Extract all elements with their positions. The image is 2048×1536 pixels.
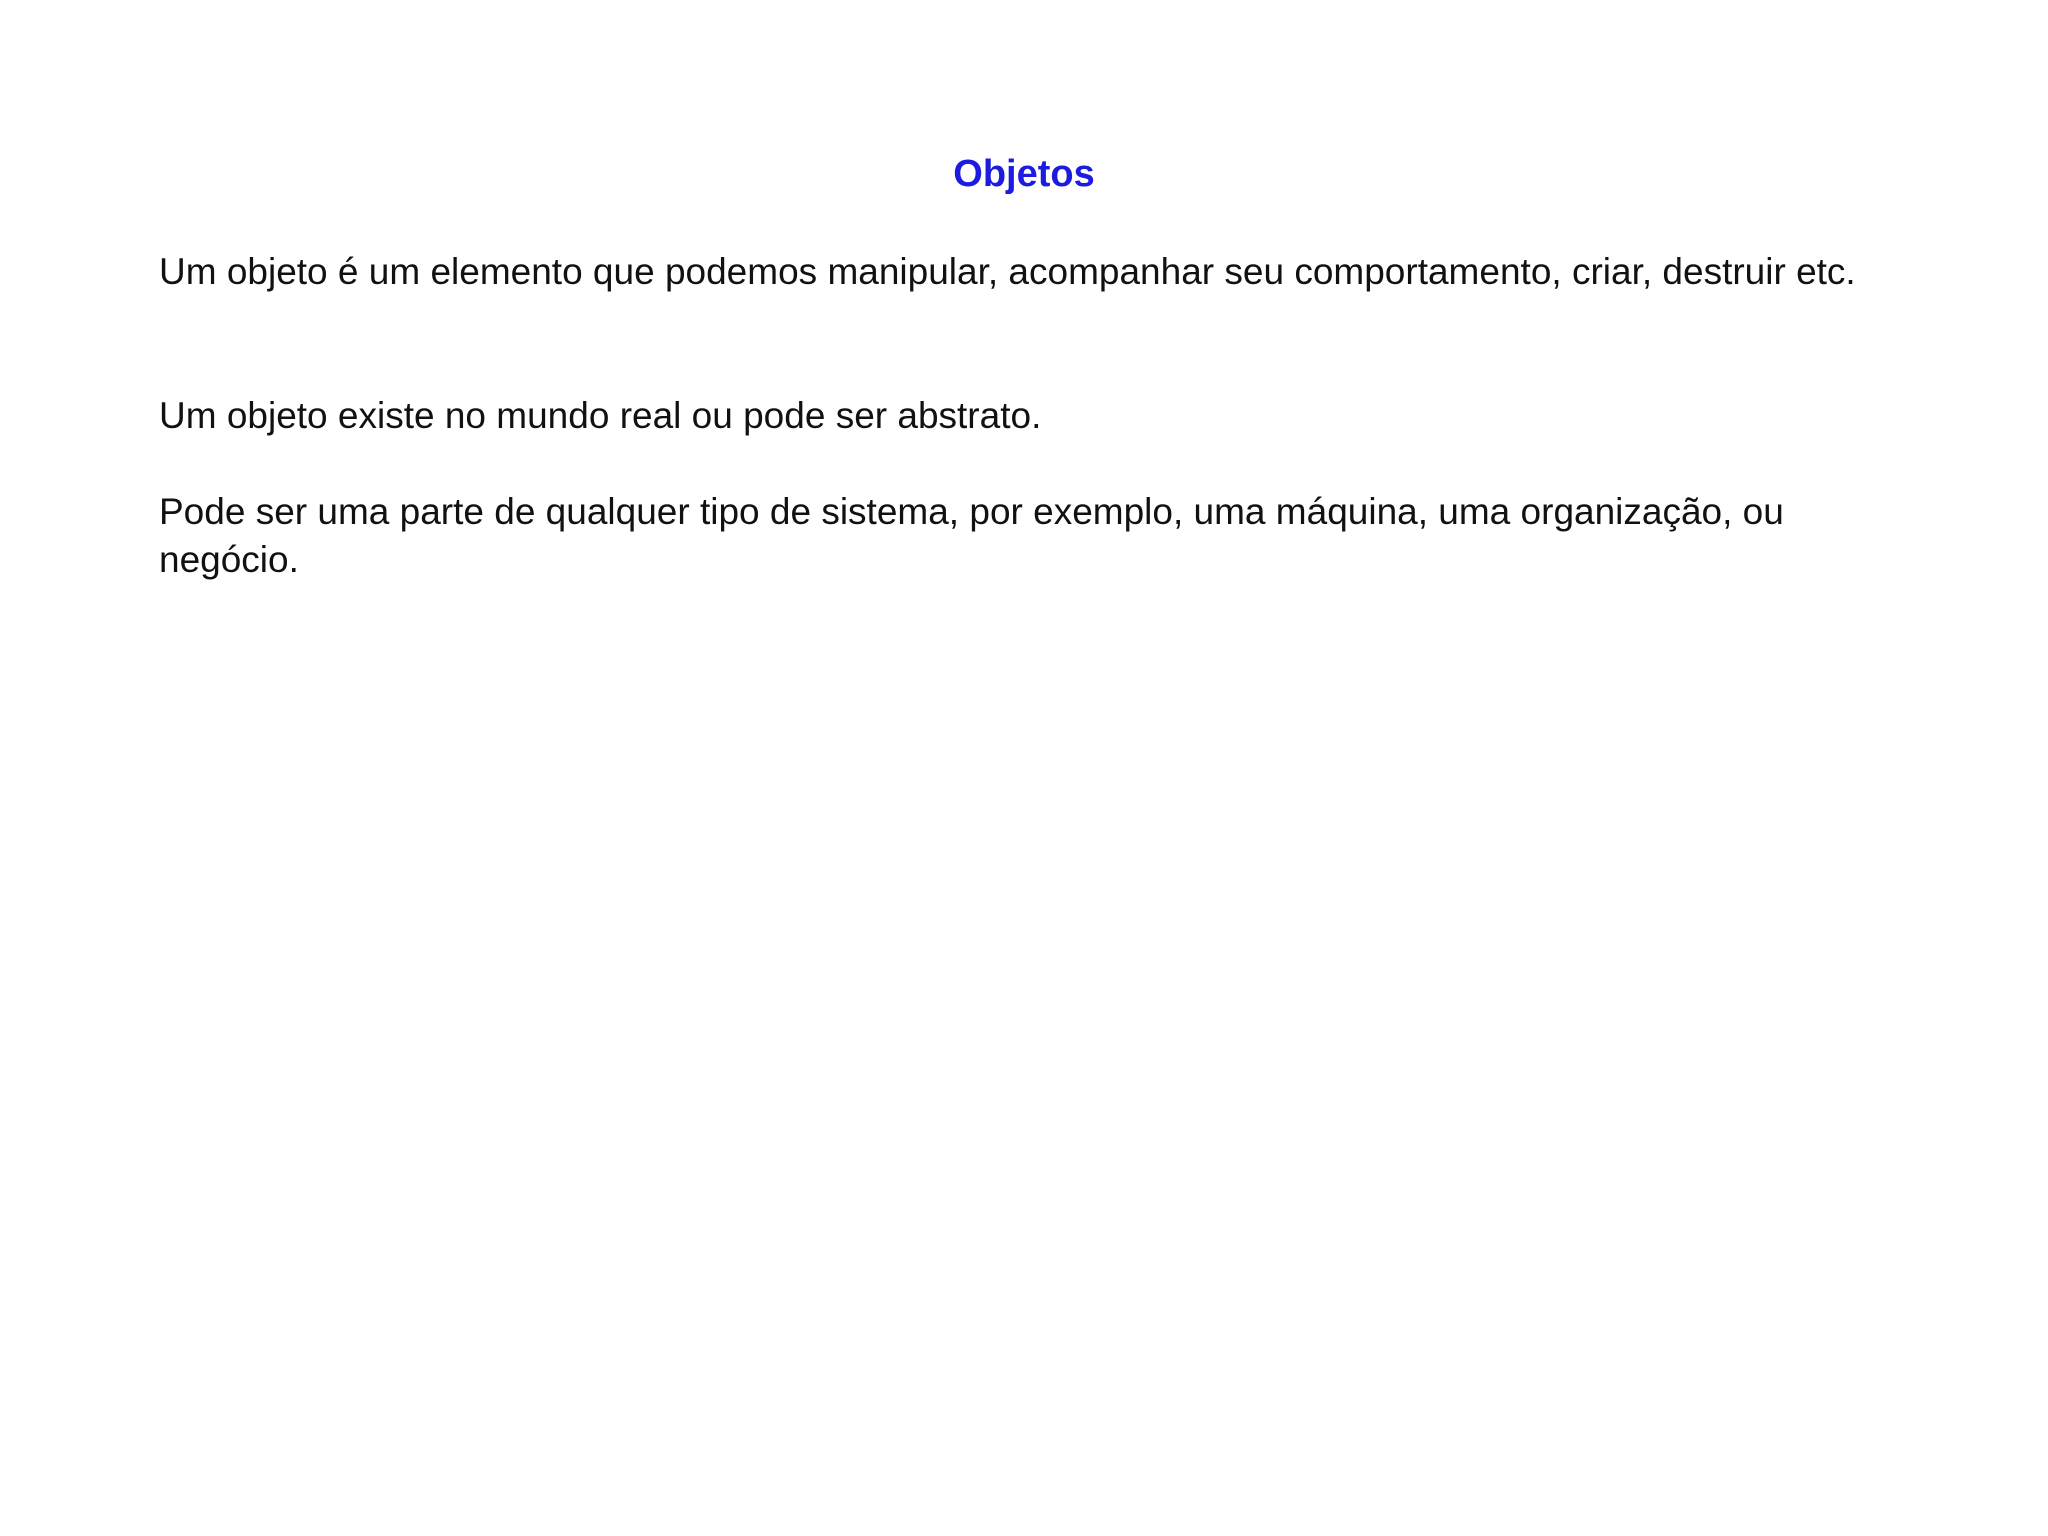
paragraph-3: Pode ser uma parte de qualquer tipo de sistema, por exemplo, uma máquina, uma organização, ou negócio.	[159, 491, 1784, 580]
paragraph-1: Um objeto é um elemento que podemos manipular, acompanhar seu comportamento, criar, destruir etc.	[159, 251, 1856, 292]
slide-title: Objetos	[953, 153, 1095, 195]
paragraph-2: Um objeto existe no mundo real ou pode ser abstrato.	[159, 395, 1042, 436]
